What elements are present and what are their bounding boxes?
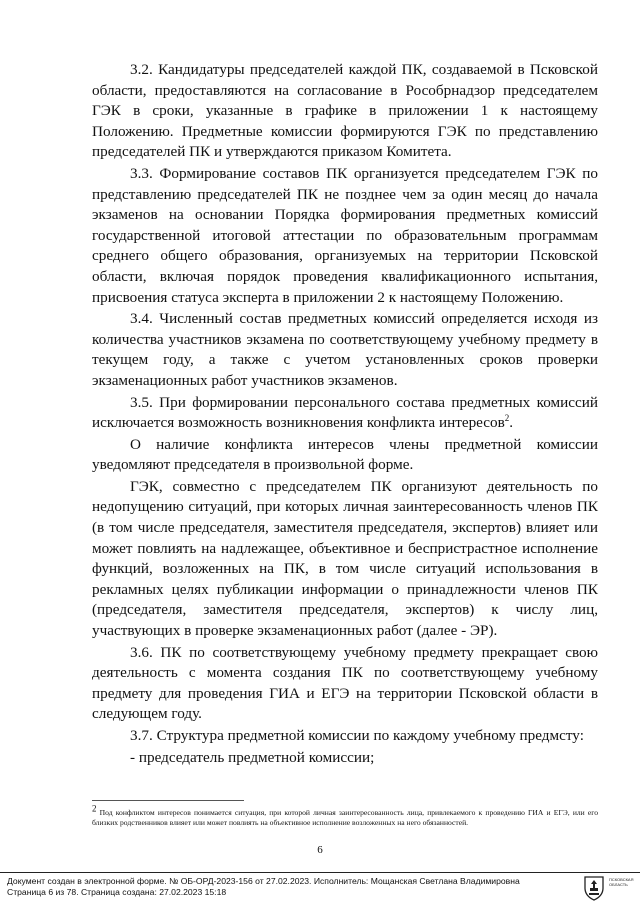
paragraph-3-6: 3.6. ПК по соответствующему учебному предмету прекращает свою деятельность с момента создания ПК по соответствующему учебному предмету для проведения ГИА и ЕГЭ на территории Псковской области в следующем году. [92,643,598,723]
footnote [92,803,598,828]
footnote-divider [92,800,244,801]
document-body [92,60,598,769]
stamp-divider [0,872,640,873]
paragraph-3-7: 3.7. Структура предметной комиссии по каждому учебному предмсту: [130,727,584,744]
paragraph-3-4: 3.4. Численный состав предметных комиссий определяется исходя из количества участников экзамена по соответствующему учебному предмету в текущем году, а также с учетом установленных сроков проверки экзаменационных работ участников экзаменов. [92,310,598,389]
paragraph-gek-duties: ГЭК, совместно с председателем ПК организуют деятельность по недопущению ситуаций, при которых личная заинтересованность членов ПК (в том числе председателя, заместителя председателя, экспертов) влияет или может повлиять на надлежащее, объективное и беспристрастное исполнение функций, возложенных на ПК, в том числе ситуаций использования в рекламных целях публикации информации о принадлежности членов ПК (председателя, заместителя председателя, экспертов) к числу лиц, участвующих в проверке экзаменационных работ (далее - ЭР). [92,477,598,640]
paragraph-3-5-text: 3.5. При формировании персонального состава предметных комиссий исключается возможность возникновения конфликта интересов [92,393,598,432]
paragraph-3-5 [92,393,598,434]
footnote-text: Под конфликтом интересов понимается ситуация, при которой личная заинтересованность лица, привлекаемого к проведению ГИА и ЕГЭ, или его близких родственников влияет или может повлиять на объективное исполнение возложенных на него обязанностей. [92,808,598,828]
stamp-document-info: Документ создан в электронной форме. № ОБ-ОРД-2023-156 от 27.02.2023. Исполнитель: Мощанская Светлана Владимировна [7,876,520,886]
page-number: 6 [317,844,323,856]
stamp-page-info: Страница 6 из 78. Страница создана: 27.02.2023 15:18 [7,887,227,897]
electronic-document-stamp [0,872,640,905]
paragraph-3-2: 3.2. Кандидатуры председателей каждой ПК, создаваемой в Псковской области, предоставляются на согласование в Рособрнадзор председателем ГЭК в сроки, указанные в графике в приложении 1 к настоящему Положению. Предметные комиссии формируются ГЭК по представлению председателей ПК и утверждаются приказом Комитета. [92,61,598,161]
paragraph-conflict-notice: О наличие конфликта интересов члены предметной комиссии уведомляют председателя в произвольной форме. [92,435,598,474]
paragraph-3-3: 3.3. Формирование составов ПК организуется председателем ГЭК по представлению председателей ПК не позднее чем за один месяц до начала экзаменов на основании Порядка формирования предметных комиссий государственной итоговой аттестации по образовательным программам среднего общего образования, организуемых на территории Псковской области, включая порядок проведения квалификационного испытания, присвоения статуса эксперта в приложении 2 к настоящему Положению. [92,164,598,306]
list-item-chairman: - председатель предметной комиссии; [130,748,375,766]
coat-of-arms-icon [582,875,606,901]
paragraph-3-5-end: . [509,414,514,432]
footnote-mark: 2 [92,803,97,814]
emblem-caption: ПСКОВСКАЯ ОБЛАСТЬ [609,877,634,887]
footnote-reference: 2 [504,413,510,424]
